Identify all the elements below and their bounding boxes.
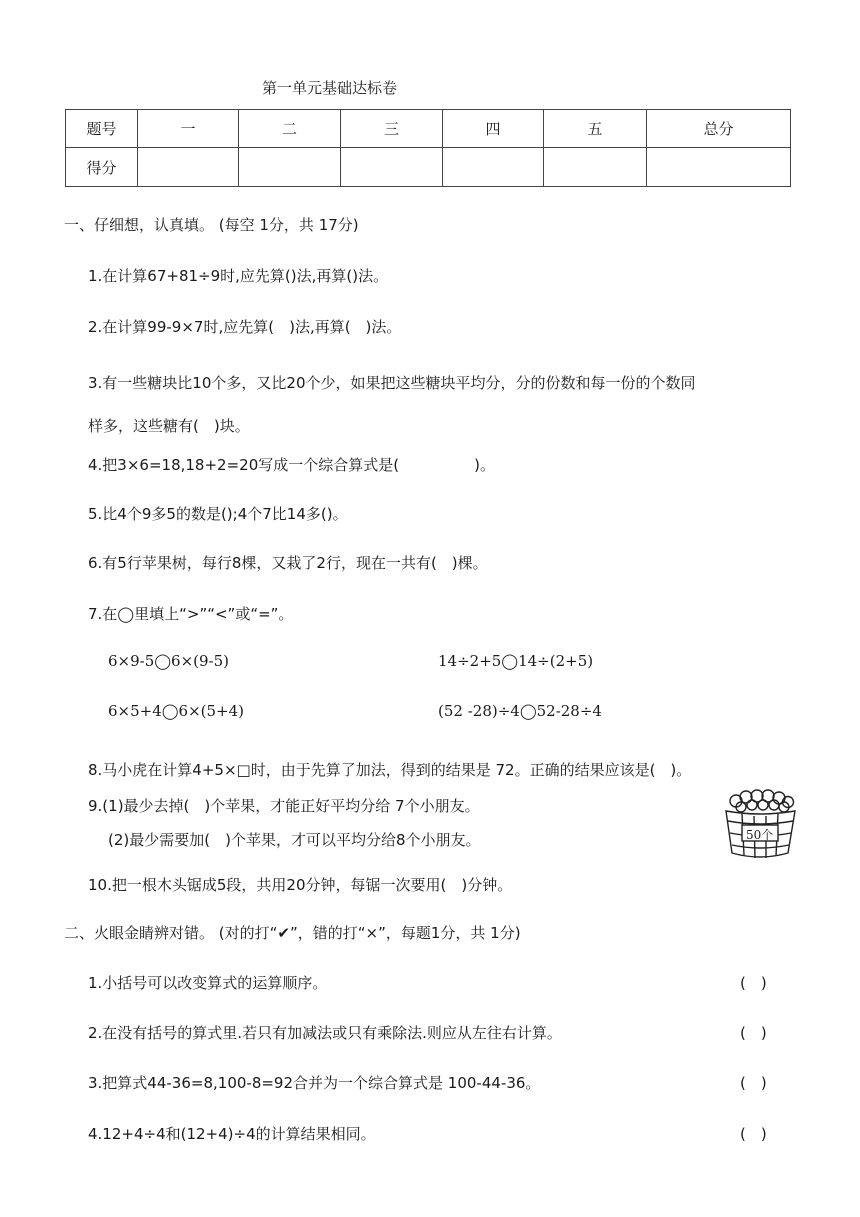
question-9-part2: (2)最少需要加( )个苹果，才可以平均分给8个小朋友。: [108, 831, 481, 849]
question-3-line1: 3.有一些糖块比10个多，又比20个少，如果把这些糖块平均分，分的份数和每一份的个数同: [88, 374, 696, 392]
basket-label: 50个: [746, 828, 774, 842]
page-title: 第一单元基础达标卷: [262, 79, 398, 97]
score-table-header-cell: 四: [443, 110, 544, 148]
question-8: 8.马小虎在计算4+5×□时，由于先算了加法，得到的结果是 72。正确的结果应该是( )。: [88, 761, 692, 779]
score-table-header-row: [66, 110, 791, 148]
question-6: 6.有5行苹果树，每行8棵，又栽了2行，现在一共有( )棵。: [88, 554, 488, 572]
apple-basket-icon: [720, 787, 800, 863]
question-5: 5.比4个9多5的数是();4个7比14多()。: [88, 505, 348, 523]
score-table-score-row: [66, 148, 791, 187]
question-2: 2.在计算99-9×7时,应先算( )法,再算( )法。: [88, 318, 402, 336]
question-4: 4.把3×6=18,18+2=20写成一个综合算式是( )。: [88, 456, 495, 474]
question-3-line2: 样多，这些糖有( )块。: [88, 417, 250, 435]
score-table-header-cell: 五: [544, 110, 647, 148]
question-7-item-d: (52 -28)÷4◯52-28÷4: [438, 702, 602, 720]
score-table-header-cell: 三: [341, 110, 443, 148]
score-cell[interactable]: [138, 148, 239, 187]
score-table-header-cell: 二: [239, 110, 341, 148]
question-1: 1.在计算67+81÷9时,应先算()法,再算()法。: [88, 267, 389, 285]
judge-item-1: 1.小括号可以改变算式的运算顺序。: [88, 974, 328, 992]
apple-basket-illustration: [720, 787, 800, 863]
score-table: [65, 109, 791, 187]
score-cell[interactable]: [647, 148, 791, 187]
question-9-part1: 9.(1)最少去掉( )个苹果，才能正好平均分给 7个小朋友。: [88, 797, 480, 815]
answer-bracket-2[interactable]: ( ): [740, 1024, 767, 1042]
answer-bracket-1[interactable]: ( ): [740, 974, 767, 992]
section2-heading: 二、火眼金睛辨对错。 (对的打“✔”，错的打“×”，每题1分，共 1分): [64, 924, 521, 942]
score-table-header-cell: 一: [138, 110, 239, 148]
answer-bracket-4[interactable]: ( ): [740, 1125, 767, 1143]
answer-bracket-3[interactable]: ( ): [740, 1074, 767, 1092]
judge-item-2: 2.在没有括号的算式里.若只有加减法或只有乘除法.则应从左往右计算。: [88, 1024, 562, 1042]
score-cell[interactable]: [341, 148, 443, 187]
question-7-item-a: 6×9-5◯6×(9-5): [108, 652, 230, 670]
section1-heading: 一、仔细想，认真填。 (每空 1分，共 17分): [64, 216, 359, 234]
question-10: 10.把一根木头锯成5段，共用20分钟，每锯一次要用( )分钟。: [88, 876, 513, 894]
score-cell[interactable]: [443, 148, 544, 187]
score-table-header-cell: 总分: [647, 110, 791, 148]
question-7: 7.在◯里填上“>”“<”或“=”。: [88, 605, 294, 623]
question-7-item-b: 14÷2+5◯14÷(2+5): [438, 652, 594, 670]
score-row-label: 得分: [66, 148, 138, 187]
judge-item-3: 3.把算式44-36=8,100-8=92合并为一个综合算式是 100-44-36。: [88, 1074, 541, 1092]
score-cell[interactable]: [544, 148, 647, 187]
judge-item-4: 4.12+4÷4和(12+4)÷4的计算结果相同。: [88, 1125, 376, 1143]
question-7-item-c: 6×5+4◯6×(5+4): [108, 702, 245, 720]
score-table-header-cell: 题号: [66, 110, 138, 148]
score-cell[interactable]: [239, 148, 341, 187]
